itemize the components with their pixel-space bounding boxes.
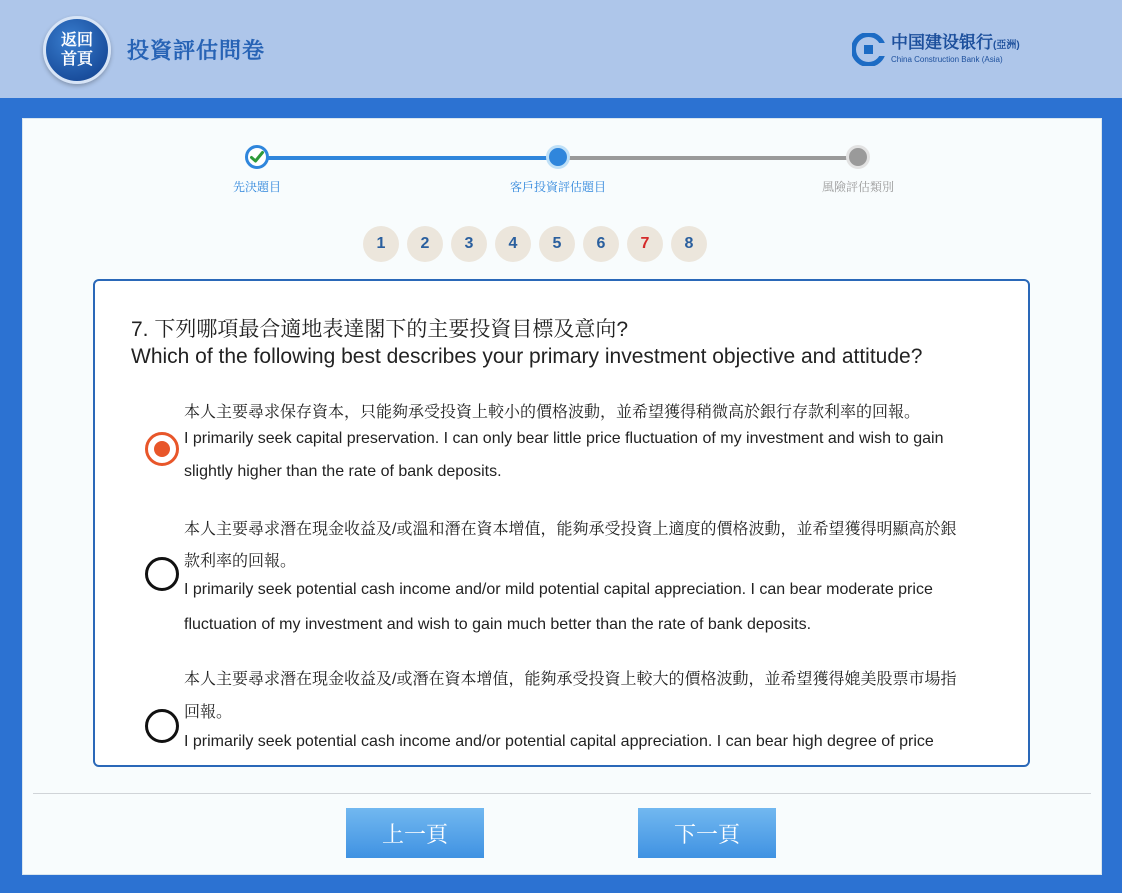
option-3-line-2: 回報。 <box>184 704 233 721</box>
question-number-6[interactable]: 6 <box>583 226 619 262</box>
question-number-5[interactable]: 5 <box>539 226 575 262</box>
progress-tracker <box>23 119 1103 209</box>
option-2-radio[interactable] <box>145 557 179 591</box>
progress-line-pending <box>558 156 858 160</box>
option-3-line-1: 本人主要尋求潛在現金收益及/或潛在資本增值，能夠承受投資上較大的價格波動，並希望獲得媲美股票市場指 <box>184 671 957 688</box>
questionnaire-panel <box>22 118 1102 875</box>
previous-page-button[interactable]: 上一頁 <box>346 808 484 858</box>
question-text-en: Which of the following best describes your primary investment objective and attitude? <box>131 345 923 368</box>
step-label-assessment: 客戶投資評估題目 <box>509 180 606 194</box>
home-button[interactable] <box>43 16 111 84</box>
option-1-line-3: slightly higher than the rate of bank deposits. <box>184 463 502 480</box>
option-1-line-2: I primarily seek capital preservation. I can only bear little price fluctuation of my investment and wish to gain <box>184 430 944 447</box>
question-number-4[interactable]: 4 <box>495 226 531 262</box>
page-title: 投資評估問卷 <box>127 38 266 63</box>
option-2-line-1: 本人主要尋求潛在現金收益及/或溫和潛在資本增值，能夠承受投資上適度的價格波動，並希望獲得明顯高於銀 <box>184 521 957 538</box>
step-label-risk-category: 風險評估類別 <box>821 180 894 194</box>
step-label-prerequisite: 先決題目 <box>232 180 281 194</box>
question-text-cn: 7. 下列哪項最合適地表達閣下的主要投資目標及意向? <box>131 318 629 341</box>
option-1-radio[interactable] <box>145 432 179 466</box>
step-current-icon <box>546 145 570 169</box>
question-card <box>93 279 1030 767</box>
logo-cn-text: 中国建设银行 <box>891 33 993 52</box>
home-button-label: 返回首頁 <box>60 32 93 68</box>
footer-divider <box>33 793 1091 794</box>
option-3-line-3: I primarily seek potential cash income and/or potential capital appreciation. I can bear high degree of price <box>184 733 934 750</box>
option-1-line-1: 本人主要尋求保存資本，只能夠承受投資上較小的價格波動，並希望獲得稍微高於銀行存款利率的回報。 <box>184 404 921 421</box>
question-number-7-current[interactable]: 7 <box>627 226 663 262</box>
option-2-line-4: fluctuation of my investment and wish to gain much better than the rate of bank deposits. <box>184 616 812 633</box>
step-pending-icon <box>846 145 870 169</box>
step-done-icon <box>245 145 269 169</box>
option-2-line-3: I primarily seek potential cash income and/or mild potential capital appreciation. I can bear moderate price <box>184 581 933 598</box>
option-3-radio[interactable] <box>145 709 179 743</box>
question-number-8[interactable]: 8 <box>671 226 707 262</box>
bank-logo <box>852 33 1020 66</box>
header-bar <box>0 0 1122 98</box>
progress-line-complete <box>258 156 558 160</box>
question-number-1[interactable]: 1 <box>363 226 399 262</box>
logo-en-text: China Construction Bank (Asia) <box>891 55 1003 64</box>
question-number-3[interactable]: 3 <box>451 226 487 262</box>
ccb-logo-icon <box>852 33 885 66</box>
next-page-button[interactable]: 下一頁 <box>638 808 776 858</box>
logo-cn-suffix: (亞洲) <box>993 40 1020 51</box>
question-number-nav <box>363 226 707 262</box>
question-number-2[interactable]: 2 <box>407 226 443 262</box>
content-frame <box>0 98 1122 893</box>
option-2-line-2: 款利率的回報。 <box>184 553 297 570</box>
